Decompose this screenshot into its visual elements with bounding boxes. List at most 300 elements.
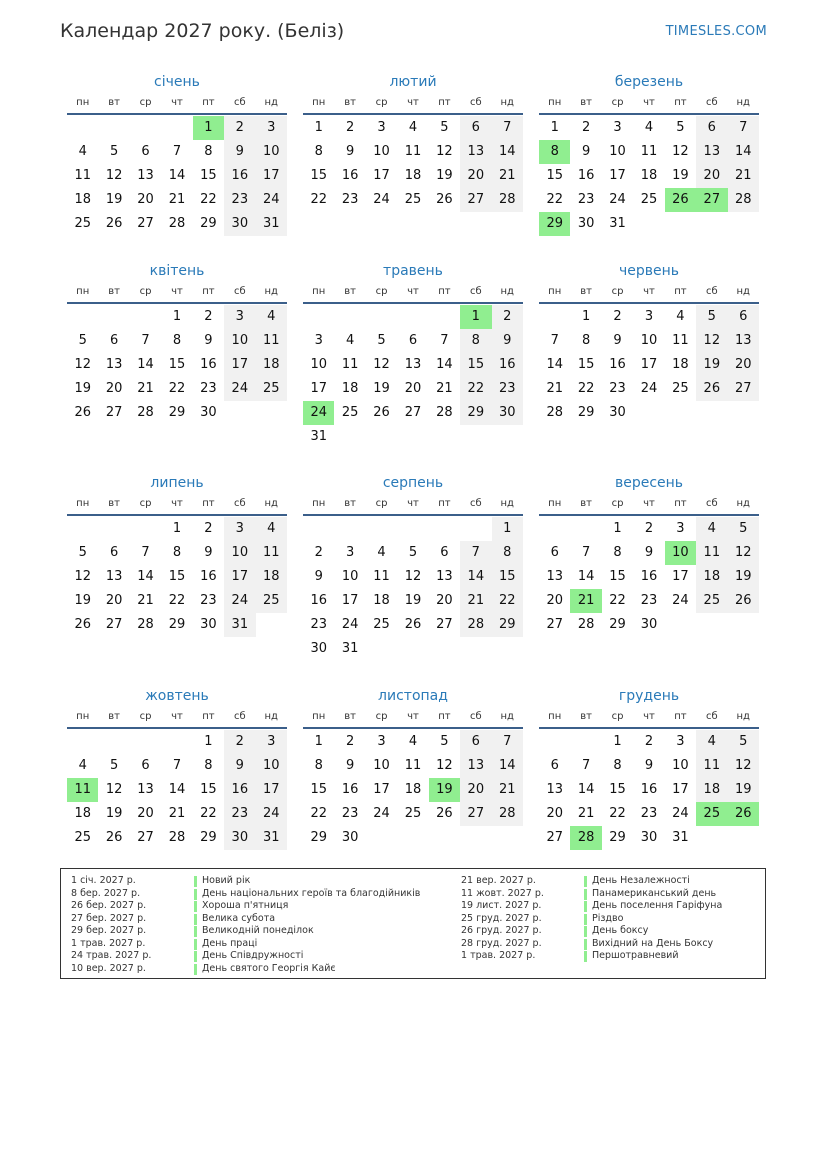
day-cell: 25 — [74, 830, 91, 845]
day-cell: 25 — [373, 617, 390, 632]
day-cell: 10 — [665, 541, 696, 565]
weekday-label: ср — [611, 286, 624, 297]
day-cell: 3 — [256, 116, 287, 140]
day-cell: 14 — [436, 357, 453, 372]
day-cell: 28 — [168, 216, 186, 231]
weekday-label: вт — [344, 97, 356, 108]
day-cell: 23 — [640, 593, 658, 608]
day-cell: 8 — [581, 333, 591, 348]
weekday-label: ср — [375, 498, 388, 509]
holiday-marker — [194, 889, 197, 900]
day-cell: 6 — [460, 116, 491, 140]
holiday-date: 28 груд. 2027 р. — [461, 937, 542, 949]
day-cell: 20 — [105, 381, 123, 396]
holiday-date: 1 трав. 2027 р. — [71, 937, 146, 949]
day-cell: 19 — [728, 565, 759, 589]
day-cell: 6 — [696, 116, 727, 140]
day-cell: 17 — [640, 357, 658, 372]
holiday-marker — [584, 926, 587, 937]
day-cell: 30 — [224, 826, 255, 850]
weekday-label: ср — [611, 711, 624, 722]
month-name: січень — [154, 74, 200, 90]
day-cell: 3 — [644, 309, 654, 324]
holiday-marker — [584, 876, 587, 887]
day-cell: 3 — [345, 545, 355, 560]
day-cell: 22 — [200, 192, 217, 207]
day-cell: 30 — [640, 617, 658, 632]
day-cell: 31 — [672, 830, 689, 845]
day-cell: 8 — [314, 758, 323, 773]
day-cell: 29 — [577, 405, 595, 420]
weekday-label: сб — [469, 97, 482, 108]
weekday-label: пт — [438, 711, 451, 722]
day-cell: 10 — [256, 140, 287, 164]
day-cell: 25 — [341, 405, 359, 420]
day-cell: 17 — [373, 168, 390, 183]
weekday-label: пн — [312, 97, 326, 108]
day-cell: 14 — [460, 565, 491, 589]
day-cell: 2 — [345, 120, 355, 135]
day-cell: 8 — [613, 545, 622, 560]
day-cell: 13 — [546, 569, 563, 584]
day-cell: 5 — [109, 144, 119, 159]
day-grid — [303, 517, 523, 661]
day-cell: 6 — [550, 545, 559, 560]
day-cell: 2 — [644, 734, 654, 749]
day-cell: 24 — [672, 806, 689, 821]
empty-cell — [130, 305, 161, 329]
day-cell: 4 — [78, 144, 87, 159]
day-cell: 5 — [78, 545, 87, 560]
month-12 — [539, 685, 759, 850]
weekday-label: пт — [438, 97, 451, 108]
weekday-label: пт — [674, 711, 687, 722]
empty-cell — [397, 517, 428, 541]
holiday-marker — [194, 914, 197, 925]
weekday-header — [539, 494, 759, 516]
day-cell: 28 — [728, 188, 759, 212]
day-cell: 30 — [492, 401, 523, 425]
day-cell: 14 — [728, 140, 759, 164]
day-cell: 8 — [539, 140, 570, 164]
day-cell: 11 — [696, 541, 727, 565]
weekday-label: сб — [705, 498, 718, 509]
day-cell: 17 — [373, 782, 390, 797]
holiday-date: 27 бер. 2027 р. — [71, 912, 147, 924]
weekday-label: вт — [580, 498, 592, 509]
day-cell: 11 — [256, 329, 287, 353]
day-cell: 26 — [436, 192, 453, 207]
brand-link[interactable]: TIMESLES.COM — [665, 24, 767, 39]
day-cell: 28 — [137, 405, 154, 420]
day-cell: 14 — [546, 357, 563, 372]
day-cell: 12 — [436, 144, 453, 159]
weekday-label: нд — [736, 97, 750, 108]
day-cell: 30 — [341, 830, 359, 845]
day-cell: 18 — [74, 806, 91, 821]
day-cell: 28 — [436, 405, 453, 420]
day-cell: 26 — [665, 188, 696, 212]
day-cell: 10 — [609, 144, 626, 159]
weekday-label: пн — [548, 711, 562, 722]
day-cell: 17 — [256, 778, 287, 802]
day-cell: 8 — [314, 144, 323, 159]
day-cell: 7 — [581, 758, 591, 773]
day-cell: 21 — [492, 778, 523, 802]
day-cell: 15 — [460, 353, 491, 377]
day-cell: 28 — [546, 405, 563, 420]
day-cell: 18 — [672, 357, 689, 372]
holiday-name: Хороша п'ятниця — [202, 900, 289, 911]
holiday-marker — [584, 901, 587, 912]
day-cell: 19 — [404, 593, 422, 608]
day-cell: 7 — [141, 333, 150, 348]
day-cell: 29 — [539, 212, 570, 236]
empty-cell — [429, 305, 460, 329]
day-cell: 5 — [408, 545, 418, 560]
weekday-label: ср — [139, 711, 152, 722]
day-cell: 13 — [137, 168, 154, 183]
day-cell: 11 — [404, 758, 422, 773]
holiday-date: 26 бер. 2027 р. — [71, 900, 147, 911]
day-cell: 25 — [404, 806, 422, 821]
day-cell: 19 — [728, 778, 759, 802]
day-cell: 4 — [676, 309, 685, 324]
day-cell: 3 — [224, 517, 255, 541]
weekday-label: пн — [76, 498, 90, 509]
day-cell: 9 — [224, 754, 255, 778]
month-5 — [303, 260, 523, 449]
day-cell: 29 — [168, 617, 186, 632]
day-cell: 22 — [310, 806, 327, 821]
day-cell: 15 — [546, 168, 563, 183]
day-cell: 22 — [492, 589, 523, 613]
day-cell: 18 — [696, 778, 727, 802]
day-cell: 27 — [105, 405, 123, 420]
weekday-header — [303, 282, 523, 304]
weekday-header — [539, 93, 759, 115]
day-cell: 22 — [168, 593, 186, 608]
day-cell: 11 — [67, 778, 98, 802]
day-cell: 21 — [460, 589, 491, 613]
weekday-label: пн — [548, 498, 562, 509]
day-cell: 18 — [640, 168, 658, 183]
day-cell: 9 — [204, 333, 213, 348]
day-cell: 24 — [224, 589, 255, 613]
month-name: березень — [614, 74, 684, 90]
holiday-marker — [584, 951, 587, 962]
day-cell: 30 — [577, 216, 595, 231]
day-cell: 16 — [224, 778, 255, 802]
day-cell: 20 — [546, 593, 563, 608]
weekday-label: ср — [139, 286, 152, 297]
weekday-label: вт — [580, 286, 592, 297]
day-cell: 2 — [345, 734, 355, 749]
weekday-label: пн — [548, 286, 562, 297]
day-cell: 21 — [168, 806, 186, 821]
holiday-date: 1 січ. 2027 р. — [71, 875, 136, 886]
weekday-label: нд — [500, 498, 514, 509]
weekday-label: ср — [375, 711, 388, 722]
day-cell: 8 — [204, 144, 213, 159]
day-cell: 7 — [172, 144, 182, 159]
month-11 — [303, 685, 523, 850]
empty-cell — [539, 517, 570, 541]
weekday-label: пн — [76, 286, 90, 297]
day-cell: 15 — [168, 569, 186, 584]
day-cell: 22 — [577, 381, 595, 396]
weekday-label: ср — [375, 97, 388, 108]
day-grid — [67, 116, 287, 236]
holiday-name: Вихідний на День Боксу — [592, 937, 714, 949]
month-name: жовтень — [145, 688, 209, 704]
holiday-name: Велика субота — [202, 912, 276, 924]
day-cell: 20 — [137, 806, 154, 821]
day-cell: 13 — [696, 140, 727, 164]
empty-cell — [98, 116, 129, 140]
day-grid — [539, 116, 759, 236]
empty-cell — [130, 730, 161, 754]
day-cell: 17 — [341, 593, 359, 608]
day-cell: 13 — [404, 357, 422, 372]
day-grid — [303, 116, 523, 212]
weekday-label: сб — [233, 286, 246, 297]
day-cell: 7 — [728, 116, 759, 140]
weekday-label: сб — [469, 711, 482, 722]
empty-cell — [397, 305, 428, 329]
day-cell: 1 — [204, 734, 213, 749]
day-cell: 4 — [696, 730, 727, 754]
day-cell: 17 — [672, 569, 689, 584]
day-cell: 31 — [341, 641, 359, 656]
day-cell: 2 — [224, 730, 255, 754]
day-cell: 14 — [168, 782, 186, 797]
weekday-label: ср — [139, 498, 152, 509]
day-cell: 25 — [256, 589, 287, 613]
day-cell: 9 — [644, 545, 654, 560]
weekday-label: нд — [736, 498, 750, 509]
day-cell: 18 — [404, 782, 422, 797]
day-cell: 29 — [492, 613, 523, 637]
day-cell: 24 — [256, 188, 287, 212]
weekday-label: пт — [674, 498, 687, 509]
day-cell: 20 — [436, 593, 453, 608]
day-cell: 23 — [200, 593, 217, 608]
holiday-marker — [584, 889, 587, 900]
day-cell: 14 — [137, 569, 154, 584]
day-cell: 8 — [492, 541, 523, 565]
month-name: вересень — [614, 475, 684, 491]
holiday-name: День поселення Гаріфуна — [592, 900, 723, 911]
day-cell: 8 — [613, 758, 622, 773]
day-cell: 16 — [640, 782, 658, 797]
holiday-name: Великодній понеділок — [202, 925, 314, 936]
day-cell: 21 — [492, 164, 523, 188]
day-cell: 13 — [728, 329, 759, 353]
day-cell: 1 — [314, 734, 323, 749]
day-cell: 1 — [172, 309, 182, 324]
empty-cell — [570, 517, 601, 541]
day-cell: 26 — [404, 617, 422, 632]
day-cell: 4 — [696, 517, 727, 541]
day-cell: 23 — [200, 381, 217, 396]
day-cell: 6 — [141, 144, 150, 159]
weekday-label: пн — [76, 97, 90, 108]
day-cell: 1 — [492, 517, 523, 541]
month-name: грудень — [618, 688, 680, 704]
empty-cell — [539, 305, 570, 329]
holiday-marker — [194, 939, 197, 950]
day-cell: 13 — [105, 357, 123, 372]
day-cell: 24 — [640, 381, 658, 396]
holiday-name: Першотравневий — [592, 950, 679, 961]
month-name: червень — [618, 263, 680, 279]
day-cell: 19 — [105, 806, 123, 821]
empty-cell — [303, 305, 334, 329]
day-cell: 22 — [546, 192, 563, 207]
day-cell: 2 — [204, 521, 213, 536]
day-cell: 19 — [672, 168, 689, 183]
day-cell: 9 — [314, 569, 323, 584]
day-cell: 17 — [224, 353, 255, 377]
day-cell: 20 — [460, 778, 491, 802]
month-2 — [303, 71, 523, 212]
day-cell: 3 — [676, 734, 685, 749]
month-9 — [539, 472, 759, 637]
day-cell: 26 — [373, 405, 390, 420]
empty-cell — [130, 116, 161, 140]
day-cell: 26 — [74, 617, 91, 632]
day-cell: 16 — [492, 353, 523, 377]
day-cell: 26 — [728, 589, 759, 613]
day-cell: 13 — [105, 569, 123, 584]
day-cell: 15 — [310, 782, 327, 797]
weekday-label: вт — [108, 97, 120, 108]
empty-cell — [67, 116, 98, 140]
day-cell: 23 — [640, 806, 658, 821]
day-cell: 16 — [224, 164, 255, 188]
weekday-label: ср — [139, 97, 152, 108]
weekday-label: пт — [202, 711, 215, 722]
weekday-label: нд — [264, 97, 278, 108]
weekday-header — [539, 707, 759, 729]
day-cell: 24 — [341, 617, 359, 632]
day-cell: 12 — [74, 569, 91, 584]
day-cell: 12 — [728, 541, 759, 565]
empty-cell — [366, 305, 397, 329]
day-cell: 16 — [341, 782, 359, 797]
day-cell: 24 — [224, 377, 255, 401]
weekday-label: чт — [171, 498, 183, 509]
weekday-label: пт — [674, 286, 687, 297]
day-cell: 28 — [492, 188, 523, 212]
day-cell: 21 — [137, 593, 154, 608]
month-name: липень — [150, 475, 204, 491]
day-cell: 24 — [609, 192, 626, 207]
weekday-label: вт — [344, 498, 356, 509]
day-cell: 23 — [492, 377, 523, 401]
day-cell: 4 — [78, 758, 87, 773]
day-cell: 16 — [341, 168, 359, 183]
day-cell: 25 — [640, 192, 658, 207]
empty-cell — [429, 517, 460, 541]
day-cell: 26 — [728, 802, 759, 826]
day-cell: 9 — [204, 545, 213, 560]
weekday-label: нд — [264, 711, 278, 722]
weekday-label: чт — [407, 286, 419, 297]
day-cell: 23 — [609, 381, 626, 396]
day-cell: 9 — [492, 329, 523, 353]
month-name: листопад — [378, 688, 448, 704]
day-cell: 25 — [74, 216, 91, 231]
weekday-label: вт — [580, 97, 592, 108]
day-cell: 27 — [137, 216, 154, 231]
day-cell: 13 — [137, 782, 154, 797]
day-cell: 19 — [373, 381, 390, 396]
day-cell: 15 — [200, 168, 217, 183]
empty-cell — [130, 517, 161, 541]
day-cell: 11 — [404, 144, 422, 159]
empty-cell — [67, 305, 98, 329]
day-cell: 21 — [577, 806, 595, 821]
day-cell: 13 — [546, 782, 563, 797]
weekday-label: чт — [643, 711, 655, 722]
day-cell: 22 — [200, 806, 217, 821]
day-cell: 1 — [613, 521, 622, 536]
day-cell: 12 — [373, 357, 390, 372]
empty-cell — [98, 305, 129, 329]
day-cell: 7 — [550, 333, 559, 348]
day-cell: 7 — [460, 541, 491, 565]
day-cell: 19 — [74, 593, 91, 608]
day-cell: 16 — [200, 569, 217, 584]
month-4 — [67, 260, 287, 425]
weekday-label: пн — [548, 97, 562, 108]
day-cell: 21 — [570, 589, 601, 613]
day-grid — [539, 517, 759, 637]
day-cell: 19 — [696, 353, 727, 377]
day-cell: 12 — [105, 168, 123, 183]
day-cell: 15 — [609, 569, 626, 584]
weekday-label: пн — [312, 498, 326, 509]
day-cell: 10 — [373, 144, 390, 159]
day-cell: 17 — [609, 168, 626, 183]
day-cell: 26 — [74, 405, 91, 420]
weekday-label: нд — [736, 711, 750, 722]
day-cell: 27 — [696, 188, 727, 212]
day-cell: 8 — [172, 333, 182, 348]
day-cell: 2 — [613, 309, 622, 324]
day-cell: 23 — [341, 806, 359, 821]
day-cell: 3 — [613, 120, 622, 135]
day-cell: 25 — [404, 192, 422, 207]
day-cell: 30 — [310, 641, 327, 656]
day-cell: 4 — [256, 305, 287, 329]
weekday-label: сб — [233, 711, 246, 722]
day-cell: 7 — [172, 758, 182, 773]
weekday-label: вт — [108, 286, 120, 297]
holiday-marker — [194, 876, 197, 887]
day-cell: 28 — [570, 826, 601, 850]
day-cell: 21 — [436, 381, 453, 396]
holiday-marker — [584, 914, 587, 925]
day-cell: 9 — [644, 758, 654, 773]
day-cell: 26 — [436, 806, 453, 821]
day-cell: 17 — [224, 565, 255, 589]
weekday-label: сб — [469, 498, 482, 509]
weekday-header — [303, 494, 523, 516]
day-cell: 17 — [256, 164, 287, 188]
